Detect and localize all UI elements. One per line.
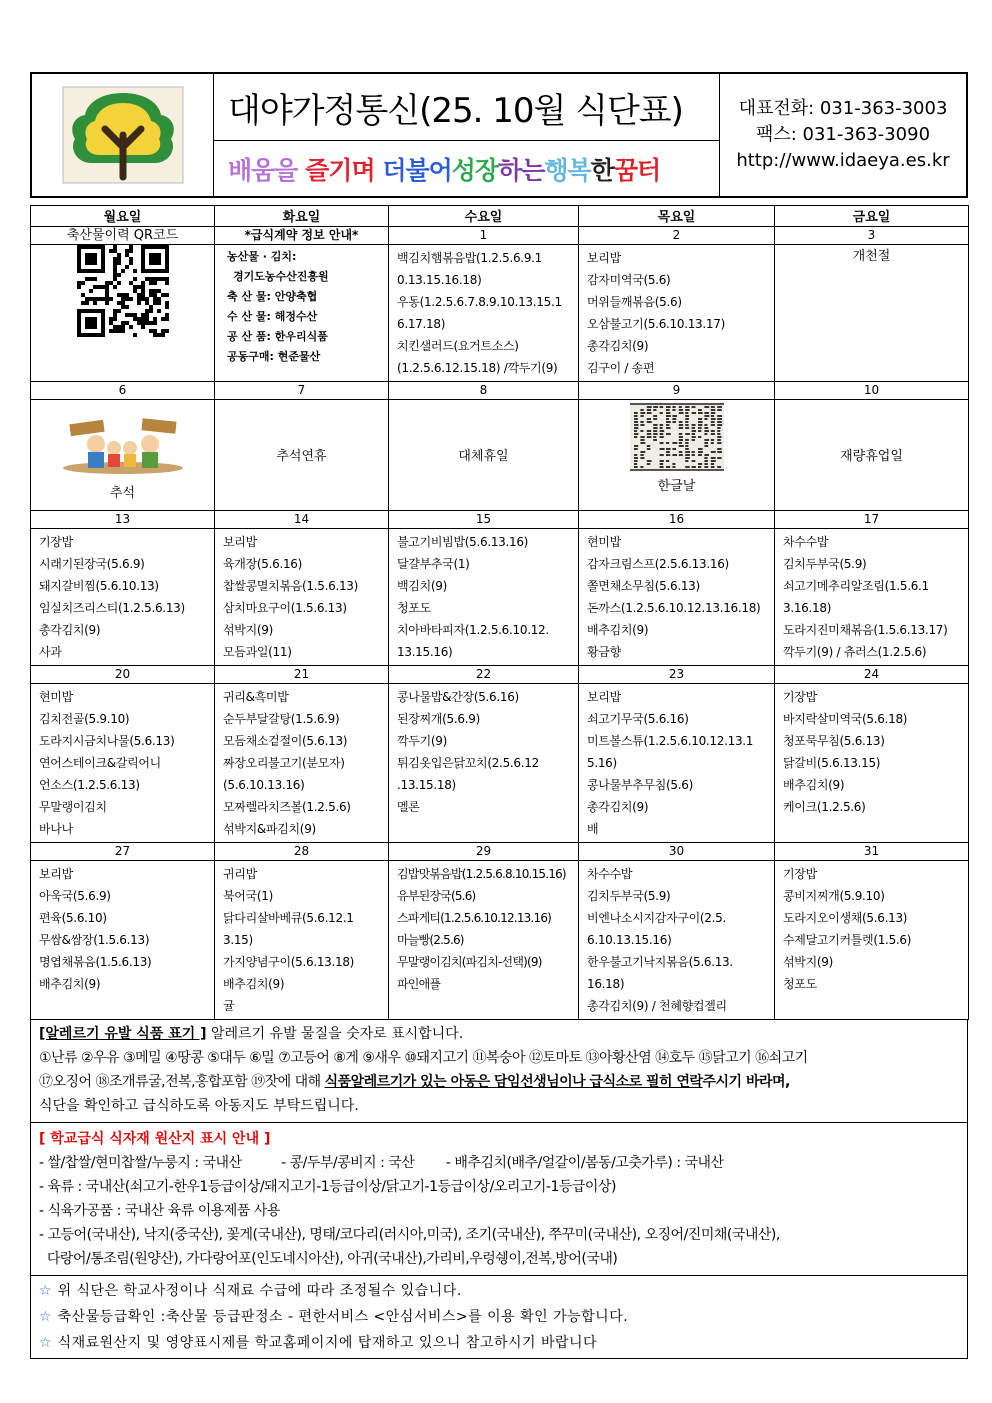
menu-item: 쫄면채소무침(5.6.13) (587, 579, 700, 593)
hangul-day-label: 한글날 (657, 479, 696, 494)
title-cell (214, 74, 720, 196)
date-cell: 9 (579, 382, 775, 400)
origin-line: - 식육가공품 : 국내산 육류 이용제품 사용 (39, 1203, 280, 1219)
menu-item: 불고기비빔밥(5.6.13.16) (397, 535, 529, 549)
menu-list (775, 861, 968, 997)
menu-item: 6.10.13.15.16) (587, 933, 672, 947)
menu-item: 언소스(1.2.5.6.13) (39, 778, 140, 792)
menu-list (389, 684, 578, 820)
allergy-warning-end: 주시기 바라며, (702, 1074, 790, 1090)
origin-line: 다랑어/통조림(원양산), 가다랑어포(인도네시아산), 아귀(국내산),가리비,우렁쉥이,전복,방어(국내) (39, 1251, 618, 1267)
menu-item: 청포도 (783, 977, 817, 991)
menu-item: 배추김치(9) (223, 977, 285, 991)
contract-info-line: 축 산 물: 안양축협 (227, 290, 318, 303)
date-cell: 23 (579, 666, 775, 684)
menu-item: 바나나 (39, 822, 73, 836)
date-cell: 29 (389, 843, 579, 861)
menu-item: 13.15.16) (397, 645, 453, 659)
menu-cell (389, 245, 579, 382)
menu-item: 순두부달갈탕(1.5.6.9) (223, 712, 340, 726)
date-cell: 13 (31, 511, 215, 529)
contract-info-line: 경기도농수산진흥원 (233, 270, 329, 283)
contract-label: *급식계약 정보 안내* (215, 227, 389, 245)
menu-list (579, 861, 774, 1019)
slogan-part: 배움을 (228, 155, 306, 185)
star-icon: ☆ (39, 1335, 52, 1351)
newsletter-page (30, 72, 968, 1359)
menu-item: 스파게티(1.2.5.6.10.12.13.16) (397, 911, 552, 925)
menu-list (389, 861, 578, 997)
menu-item: 차수수밥 (587, 867, 633, 881)
date-cell: 2 (579, 227, 775, 245)
menu-item: 김치두부국(5.9) (587, 889, 671, 903)
weekday-thu: 목요일 (579, 206, 775, 227)
menu-item: 유부된장국(5.6) (397, 889, 476, 903)
menu-item: 청포묵무침(5.6.13) (783, 734, 885, 748)
holiday-cell (775, 400, 969, 511)
date-cell: 1 (389, 227, 579, 245)
menu-list (31, 529, 214, 665)
menu-cell (579, 529, 775, 666)
menu-item: 섞박지(9) (223, 623, 273, 637)
menu-item: 배 (587, 822, 599, 836)
menu-item: 감자크림스프(2.5.6.13.16) (587, 557, 729, 571)
date-cell: 21 (215, 666, 389, 684)
menu-cell (775, 684, 969, 843)
menu-cell (579, 861, 775, 1020)
date-cell: 15 (389, 511, 579, 529)
menu-item: 임실치즈리스티(1.2.5.6.13) (39, 601, 185, 615)
menu-item: 감자미역국(5.6) (587, 273, 671, 287)
menu-item: 섞박지&파김치(9) (223, 822, 316, 836)
date-cell: 30 (579, 843, 775, 861)
date-cell: 27 (31, 843, 215, 861)
week5-date-row (31, 843, 969, 861)
date-cell: 7 (215, 382, 389, 400)
menu-item: 사과 (39, 645, 62, 659)
origin-line: - 쌀/찹쌀/현미찹쌀/누룽지 : 국내산 - 콩/두부/콩비지 : 국산 - 배추김치(배추/얼갈이/봄동/고춧가루) : 국내산 (39, 1155, 724, 1171)
weekday-header-row (31, 206, 969, 227)
qr-label: 축산물이력 QR코드 (31, 227, 215, 245)
menu-item: 총각김치(9) (587, 339, 649, 353)
allergy-warning: 식품알레르기가 있는 아동은 담임선생님이나 급식소로 필히 연락 (324, 1074, 703, 1090)
menu-item: (5.6.10.13.16) (223, 778, 305, 792)
general-notes (30, 1276, 968, 1359)
allergy-intro: 알레르기 유발 물질을 숫자로 표시합니다. (206, 1026, 464, 1042)
menu-item: 육개장(5.6.16) (223, 557, 303, 571)
contract-info-cell (215, 245, 389, 382)
menu-list (215, 529, 388, 665)
date-cell: 22 (389, 666, 579, 684)
menu-item: 된장찌개(5.6.9) (397, 712, 480, 726)
menu-item: 수제달고기커틀렛(1.5.6) (783, 933, 912, 947)
menu-list (775, 684, 968, 820)
menu-item: 보리밥 (39, 867, 73, 881)
menu-cell (31, 861, 215, 1020)
menu-item: 비엔나소시지감자구이(2.5. (587, 911, 727, 925)
menu-item: 무말랭이김치(파김치-선택)(9) (397, 955, 542, 969)
weekday-fri: 금요일 (775, 206, 969, 227)
allergy-title: [알레르기 유발 식품 표기 ] (39, 1026, 207, 1042)
menu-cell (31, 529, 215, 666)
menu-item: 파인애플 (397, 977, 441, 991)
menu-item: 시래기된장국(5.6.9) (39, 557, 145, 571)
menu-item: 보리밥 (587, 690, 621, 704)
menu-item: 멜론 (397, 800, 420, 814)
week5-menu-row (31, 861, 969, 1020)
menu-cell (775, 529, 969, 666)
menu-item: 닭다리살바베큐(5.6.12.1 (223, 911, 354, 925)
menu-item: 0.13.15.16.18) (397, 273, 482, 287)
date-cell: 24 (775, 666, 969, 684)
menu-item: 깍두기(9) / 츄러스(1.2.5.6) (783, 645, 927, 659)
note-line (39, 1278, 959, 1304)
menu-item: 짜장오리불고기(분모자) (223, 756, 345, 770)
chuseok-illustration (60, 410, 186, 474)
menu-item: 달걀부추국(1) (397, 557, 470, 571)
holiday-cell (215, 400, 389, 511)
menu-item: 보리밥 (223, 535, 257, 549)
menu-item: 3.16.18) (783, 601, 832, 615)
menu-item: 기장밥 (783, 867, 817, 881)
menu-cell (389, 529, 579, 666)
menu-item: 보리밥 (587, 251, 621, 265)
menu-cell (579, 684, 775, 843)
slogan-part: 꿈터 (613, 155, 661, 185)
qr-code-cell (31, 245, 215, 382)
week2-menu-row (31, 400, 969, 511)
school-logo-cell (32, 74, 214, 196)
menu-item: 차수수밥 (783, 535, 829, 549)
menu-cell (215, 529, 389, 666)
menu-item: 모듬채소겉절이(5.6.13) (223, 734, 348, 748)
menu-list (389, 529, 578, 665)
hunminjeongeum-image (630, 403, 724, 471)
origin-line: - 육류 : 국내산(쇠고기-한우1등급이상/돼지고기-1등급이상/닭고기-1등급이상/오리고기-1등급이상) (39, 1179, 616, 1195)
menu-item: 깍두기(9) (397, 734, 447, 748)
menu-item: 배추김치(9) (587, 623, 649, 637)
menu-item: 아욱국(5.6.9) (39, 889, 111, 903)
holiday-cell (775, 245, 969, 382)
menu-cell (31, 684, 215, 843)
week4-menu-row (31, 684, 969, 843)
slogan-part: 즐기며 (305, 155, 383, 185)
menu-item: 백김치햄볶음밥(1.2.5.6.9.1 (397, 251, 543, 265)
star-icon: ☆ (39, 1283, 52, 1299)
contract-info-line: 공동구매: 현준물산 (227, 350, 321, 363)
menu-item: 귀리&흑미밥 (223, 690, 289, 704)
hangul-day-cell (579, 400, 775, 511)
menu-item: 5.16) (587, 756, 617, 770)
note-text: 축산물등급확인 :축산물 등급판정소 - 편한서비스 <안심서비스>를 이용 확인 가능합니다. (57, 1309, 629, 1325)
menu-item: 모듬과일(11) (223, 645, 292, 659)
menu-item: 쇠고기무국(5.6.16) (587, 712, 689, 726)
menu-list (579, 684, 774, 842)
holiday-label: 추석연휴 (276, 448, 327, 464)
menu-cell (775, 861, 969, 1020)
week2-date-row (31, 382, 969, 400)
menu-item: 기장밥 (783, 690, 817, 704)
menu-list (579, 245, 774, 381)
menu-item: 모짜렐라치즈볼(1.2.5.6) (223, 800, 351, 814)
menu-item: 현미밥 (39, 690, 73, 704)
slogan-part: 행복 (544, 155, 591, 185)
note-line (39, 1330, 959, 1356)
menu-cell (215, 861, 389, 1020)
menu-item: 명엽채볶음(1.5.6.13) (39, 955, 152, 969)
weekday-tue: 화요일 (215, 206, 389, 227)
weekday-wed: 수요일 (389, 206, 579, 227)
date-cell: 8 (389, 382, 579, 400)
menu-item: 치아바타피자(1.2.5.6.10.12. (397, 623, 549, 637)
menu-item: 섞박지(9) (783, 955, 833, 969)
contact-info (720, 74, 966, 196)
menu-item: 북어국(1) (223, 889, 273, 903)
fax-number: 팩스: 031-363-3090 (755, 124, 931, 145)
page-title: 대야가정통신(25. 10월 식단표) (214, 74, 719, 141)
menu-cell (389, 684, 579, 843)
date-cell: 20 (31, 666, 215, 684)
menu-item: 콩나물부추무침(5.6) (587, 778, 693, 792)
menu-item: 삼치마요구이(1.5.6.13) (223, 601, 347, 615)
menu-item: 배추김치(9) (783, 778, 845, 792)
menu-list (31, 684, 214, 842)
menu-item: 김치전골(5.9.10) (39, 712, 130, 726)
allergy-guidance: 식단을 확인하고 급식하도록 아동지도 부탁드립니다. (39, 1098, 359, 1114)
menu-item: 찹쌀콩멸치볶음(1.5.6.13) (223, 579, 359, 593)
menu-cell (579, 245, 775, 382)
menu-item: 3.15) (223, 933, 253, 947)
origin-title: [ 학교급식 식자재 원산지 표시 안내 ] (39, 1131, 271, 1147)
menu-item: 총각김치(9) (587, 800, 649, 814)
menu-item: 돈까스(1.2.5.6.10.12.13.16.18) (587, 601, 761, 615)
menu-item: 머위들깨볶음(5.6) (587, 295, 682, 309)
holiday-cell (389, 400, 579, 511)
menu-item: 백김치(9) (397, 579, 447, 593)
menu-item: 김치두부국(5.9) (783, 557, 867, 571)
contract-info-line: 농산물 · 김치: (227, 250, 297, 263)
menu-item: (1.2.5.6.12.15.18) /깍두기(9) (397, 361, 558, 375)
week1-menu-row (31, 245, 969, 382)
holiday-label: 개천절 (852, 249, 891, 264)
menu-item: 기장밥 (39, 535, 73, 549)
menu-item: 바지락살미역국(5.6.18) (783, 712, 908, 726)
phone-number: 대표전화: 031-363-3003 (738, 98, 948, 119)
allergy-list-line1: ①난류 ②우유 ③메밀 ④땅콩 ⑤대두 ⑥밀 ⑦고등어 ⑧게 ⑨새우 ⑩돼지고기 ⑪복숭아 ⑫토마토 ⑬아황산염 ⑭호두 ⑮닭고기 ⑯쇠고기 (39, 1050, 808, 1066)
week1-date-row (31, 227, 969, 245)
date-cell: 28 (215, 843, 389, 861)
date-cell: 14 (215, 511, 389, 529)
menu-list (31, 861, 214, 997)
date-cell: 17 (775, 511, 969, 529)
menu-list (389, 245, 578, 381)
date-cell: 10 (775, 382, 969, 400)
allergy-notice (30, 1020, 968, 1123)
menu-item: 연어스테이크&갈릭어니 (39, 756, 161, 770)
header (30, 72, 968, 198)
star-icon: ☆ (39, 1309, 52, 1325)
school-logo (61, 85, 185, 185)
holiday-label: 재량휴업일 (840, 448, 903, 464)
menu-item: 마늘빵(2.5.6) (397, 933, 464, 947)
menu-item: 우동(1.2.5.6.7.8.9.10.13.15.1 (397, 295, 562, 309)
menu-item: 케이크(1.2.5.6) (783, 800, 866, 814)
menu-item: 도라지시금치나물(5.6.13) (39, 734, 175, 748)
menu-list (579, 529, 774, 665)
slogan-part: 성장 (451, 155, 499, 185)
menu-list (775, 529, 968, 665)
menu-item: 쇠고기메추리알조림(1.5.6.1 (783, 579, 929, 593)
menu-item: 튀김옷입은닭꼬치(2.5.6.12 (397, 756, 539, 770)
menu-item: 오삼불고기(5.6.10.13.17) (587, 317, 725, 331)
date-cell: 3 (775, 227, 969, 245)
date-cell: 16 (579, 511, 775, 529)
slogan-part: 더불어 (382, 155, 452, 185)
menu-item: 현미밥 (587, 535, 621, 549)
contract-info-line: 공 산 품: 한우리식품 (227, 330, 328, 343)
menu-cell (215, 684, 389, 843)
menu-list (215, 861, 388, 1019)
menu-item: 도라지진미채볶음(1.5.6.13.17) (783, 623, 948, 637)
menu-item: 6.17.18) (397, 317, 446, 331)
menu-item: 배추김치(9) (39, 977, 101, 991)
week4-date-row (31, 666, 969, 684)
holiday-label: 대체휴일 (458, 448, 509, 464)
menu-item: 치킨샐러드(요거트소스) (397, 339, 519, 353)
menu-item: 황금향 (587, 645, 621, 659)
website-link[interactable]: http://www.idaeya.es.kr (736, 150, 950, 171)
date-cell: 6 (31, 382, 215, 400)
menu-item: 한우불고기낙지볶음(5.6.13. (587, 955, 733, 969)
menu-item: 16.18) (587, 977, 625, 991)
menu-item: 무말랭이김치 (39, 800, 107, 814)
menu-item: 가지양념구이(5.6.13.18) (223, 955, 355, 969)
note-text: 식재료원산지 및 영양표시제를 학교홈페이지에 탑재하고 있으니 참고하시기 바랍니다 (57, 1335, 598, 1351)
weekday-mon: 월요일 (31, 206, 215, 227)
week3-menu-row (31, 529, 969, 666)
menu-item: 콩나물밥&간장(5.6.16) (397, 690, 519, 704)
menu-item: 미트볼스튜(1.2.5.6.10.12.13.1 (587, 734, 754, 748)
slogan-part: 하는 (498, 155, 545, 185)
menu-item: 콩비지찌개(5.9.10) (783, 889, 885, 903)
menu-item: 닭갈비(5.6.13.15) (783, 756, 881, 770)
qr-code[interactable] (77, 245, 169, 337)
school-slogan (214, 141, 719, 196)
menu-item: 돼지갈비찜(5.6.10.13) (39, 579, 159, 593)
menu-item: 편육(5.6.10) (39, 911, 107, 925)
menu-calendar (30, 205, 969, 1020)
contract-info-line: 수 산 물: 해정수산 (227, 310, 318, 323)
allergy-list-line2: ⑰오징어 ⑱조개류굴,전복,홍합포함 ⑲잣에 대해 (39, 1074, 325, 1090)
menu-item: 무쌈&쌈장(1.5.6.13) (39, 933, 150, 947)
note-text: 위 식단은 학교사정이나 식재료 수급에 따라 조정될수 있습니다. (57, 1283, 462, 1299)
menu-item: 김구이 / 송편 (587, 361, 655, 375)
menu-item: 청포도 (397, 601, 431, 615)
origin-line: - 고등어(국내산), 낙지(중국산), 꽃게(국내산), 명태/코다리(러시아,미국), 조기(국내산), 쭈꾸미(국내산), 오징어/진미채(국내산), (39, 1227, 780, 1243)
menu-cell (389, 861, 579, 1020)
menu-item: .13.15.18) (397, 778, 456, 792)
note-line (39, 1304, 959, 1330)
week3-date-row (31, 511, 969, 529)
menu-item: 김밥맛볶음밥(1.2.5.6.8.10.15.16) (397, 867, 566, 881)
origin-notice (30, 1123, 968, 1276)
menu-item: 총각김치(9) (39, 623, 101, 637)
menu-item: 도라지오이생채(5.6.13) (783, 911, 908, 925)
menu-item: 귤 (223, 999, 235, 1013)
date-cell: 31 (775, 843, 969, 861)
menu-item: 귀리밥 (223, 867, 257, 881)
menu-item: 총각김치(9) / 천혜향컵젤리 (587, 999, 727, 1013)
chuseok-cell (31, 400, 215, 511)
chuseok-label: 추석 (109, 486, 136, 501)
slogan-part: 한 (590, 155, 614, 185)
menu-list (215, 684, 388, 842)
